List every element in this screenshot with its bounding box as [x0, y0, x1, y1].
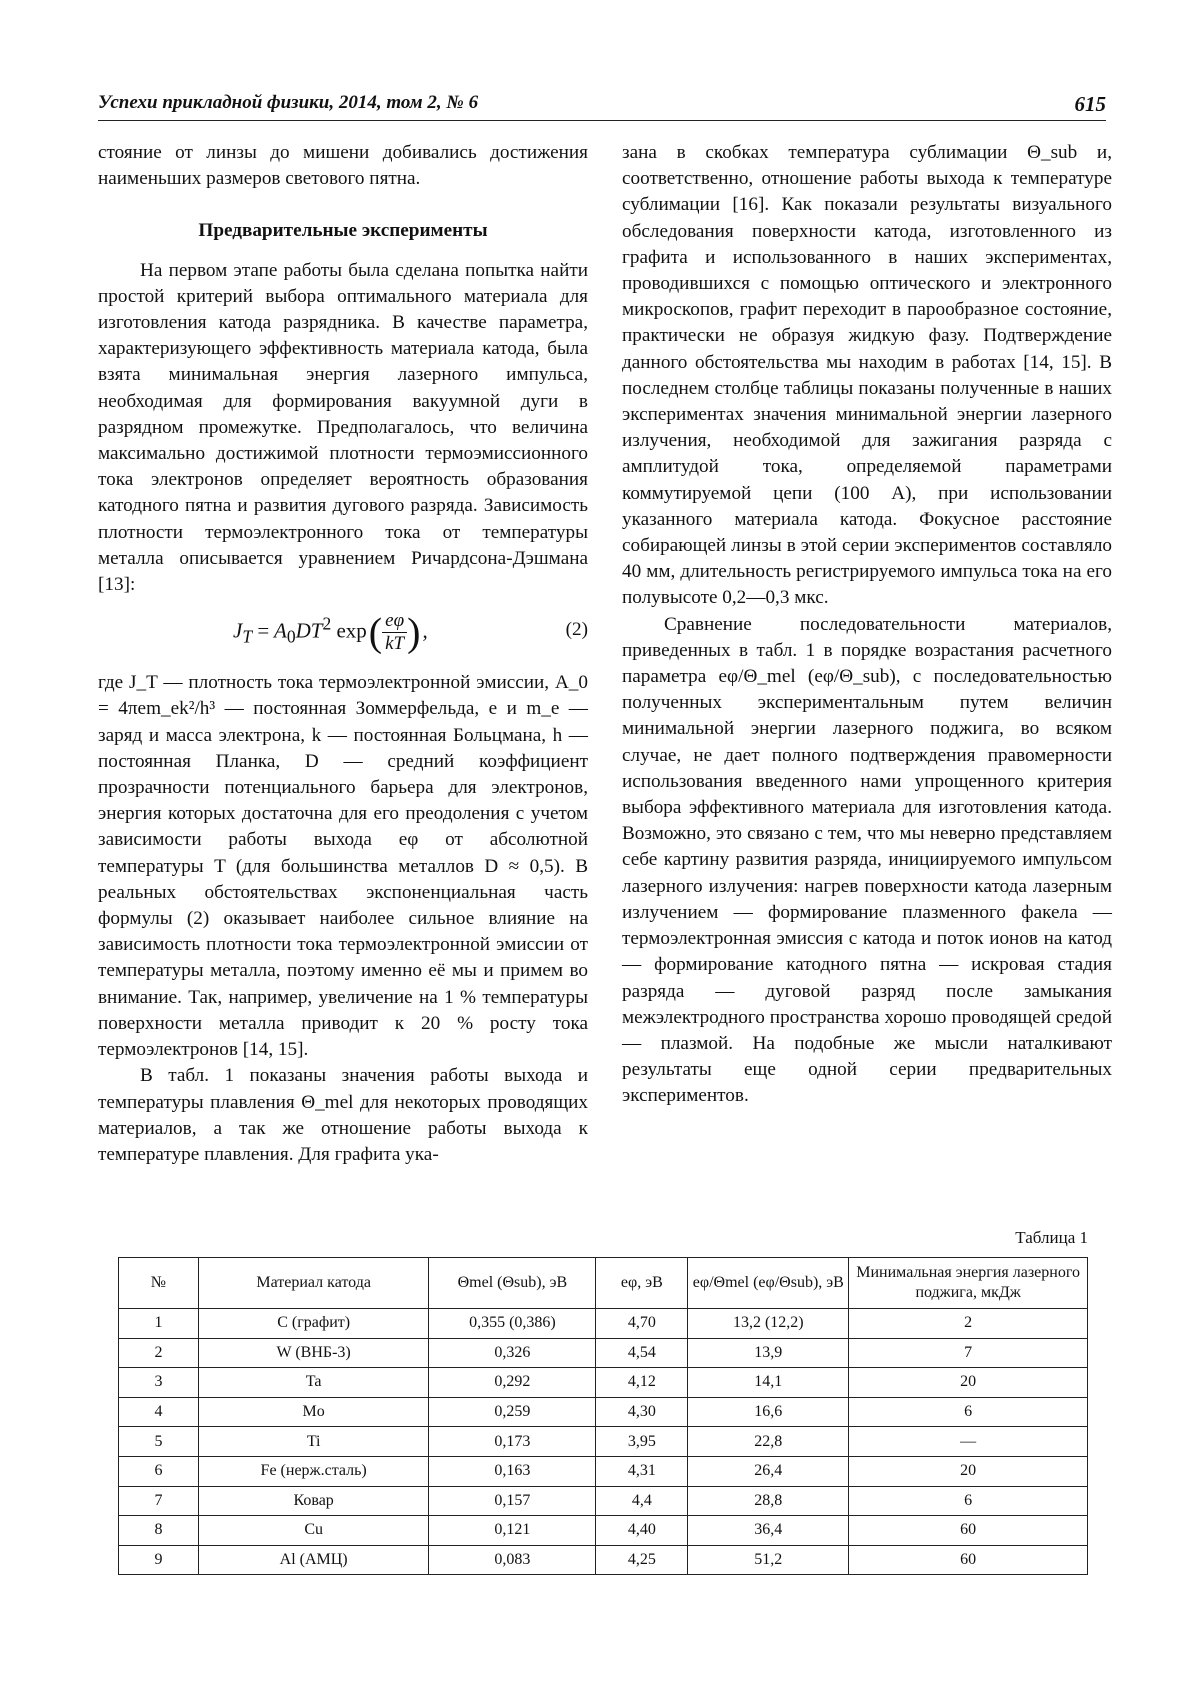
cell-material: С (графит) — [198, 1309, 429, 1339]
cell-ephi: 4,4 — [596, 1486, 688, 1516]
cell-ephi: 3,95 — [596, 1427, 688, 1457]
journal-title: Успехи прикладной физики, 2014, том 2, № 6 — [98, 92, 479, 113]
section-heading: Предварительные эксперименты — [198, 220, 488, 242]
cell-no: 8 — [119, 1516, 199, 1546]
richardson-formula — [233, 610, 428, 655]
cell-energy: 7 — [849, 1338, 1088, 1368]
cell-material: Al (АМЦ) — [198, 1545, 429, 1575]
cell-energy: 60 — [849, 1516, 1088, 1546]
header-theta: Θmel (Θsub), эВ — [429, 1258, 596, 1309]
cell-theta: 0,121 — [429, 1516, 596, 1546]
cell-energy: 60 — [849, 1545, 1088, 1575]
table-row — [119, 1368, 1088, 1398]
paragraph-5: Сравнение последовательности материалов, приведенных в табл. 1 в порядке возрастания расчетного параметра eφ/Θ_mel (eφ/Θ_sub), с последовательностью полученных экспериментальным путем величин минимальной энергии лазерного поджига, во всяком случае, не дает полного подтверждения правомерности использования введенного нами упрощенного критерия выбора эффективного материала для изготовления катода. Возможно, это связано с тем, что мы неверно представляем себе картину развития разряда, инициируемого импульсом лазерного излучения: нагрев поверхности катода лазерным излучением — формирование плазменного факела — термоэлектронная эмиссия с катода и поток ионов на катод — формирование катодного пятна — искровая стадия разряда — дуговой разряд после замыкания межэлектродного пространства хорошо проводящей средой — плазмой. На подобные же мысли наталкивают результаты еще одной серии предварительных экспериментов. — [622, 613, 1112, 1107]
table-row — [119, 1309, 1088, 1339]
table-row — [119, 1545, 1088, 1575]
eq-sup: 2 — [322, 613, 332, 634]
cell-no: 7 — [119, 1486, 199, 1516]
materials-table — [118, 1257, 1088, 1575]
left-column — [98, 140, 588, 1168]
cell-theta: 0,259 — [429, 1397, 596, 1427]
cell-ratio: 28,8 — [688, 1486, 849, 1516]
cell-no: 6 — [119, 1456, 199, 1486]
cell-no: 3 — [119, 1368, 199, 1398]
running-head — [98, 92, 1106, 118]
header-no: № — [119, 1258, 199, 1309]
cell-material: W (ВНБ-3) — [198, 1338, 429, 1368]
eq-func: exp — [336, 618, 367, 643]
header-ephi: eφ, эВ — [596, 1258, 688, 1309]
table-row — [119, 1397, 1088, 1427]
header-energy: Минимальная энергия лазерного поджига, мкДж — [849, 1258, 1088, 1309]
paragraph-1: На первом этапе работы была сделана попытка найти простой критерий выбора оптимального материала для изготовления катода разрядника. В качестве параметра, характеризующего эффективность материала катода, была взята минимальная энергия лазерного импульса, необходимая для формирования вакуумной дуги в разрядном промежутке. Предполагалось, что величина максимально достижимой плотности термоэмиссионного тока электронов определяет вероятность образования катодного пятна и развития дугового разряда. Зависимость плотности термоэлектронного тока от температуры металла описывается уравнением Ричардсона-Дэшмана [13]: — [98, 259, 588, 596]
eq-fraction: ( $\frac{e\varphi}{kT}$ ) — [368, 609, 421, 655]
cell-energy: 6 — [849, 1486, 1088, 1516]
eq-trail: , — [422, 618, 428, 643]
paragraph-2: где J_T — плотность тока термоэлектронной эмиссии, A_0 = 4πem_ek²/h³ — постоянная Зоммерфельда, e и m_e — заряд и масса электрона, k — постоянная Больцмана, h — постоянная Планка, D — средний коэффициент прозрачности потенциального барьера для электронов, энергия которых достаточна для его преодоления с учетом зависимости работы выхода eφ от абсолютной температуры T (для большинства металлов D ≈ 0,5). В реальных обстоятельствах экспоненциальная часть формулы (2) оказывает наиболее сильное влияние на зависимость плотности тока термоэлектронной эмиссии от температуры металла, поэтому именно её мы и примем во внимание. Так, например, увеличение на 1 % температуры поверхности металла приводит к 20 % росту тока термоэлектронов [14, 15]. — [98, 672, 588, 1061]
cell-material: Mo — [198, 1397, 429, 1427]
eq-lhs: J — [233, 618, 243, 643]
cell-ephi: 4,12 — [596, 1368, 688, 1398]
paragraph-4: зана в скобках температура сублимации Θ_sub и, соответственно, отношение работы выхода к температуре сублимации [16]. Как показали результаты визуального обследования поверхности катода, изготовленного из графита и использованного в наших экспериментах, проводившихся с помощью оптического и электронного микроскопов, графит переходит в парообразное состояние, практически не образуя жидкую фазу. Подтверждение данного обстоятельства мы находим в работах [14, 15]. В последнем столбце таблицы показаны полученные в наших экспериментах значения минимальной энергии лазерного излучения, необходимой для зажигания разряда с амплитудой тока, определяемой параметрами коммутируемой цепи (100 А), при использовании указанного материала катода. Фокусное расстояние собирающей линзы в этой серии экспериментов составляло 40 мм, длительность регистрируемого импульса тока на его полувысоте 0,2—0,3 мкс. — [622, 142, 1112, 609]
equation-2 — [98, 602, 588, 664]
page-number: 615 — [1074, 92, 1106, 116]
cell-ratio: 22,8 — [688, 1427, 849, 1457]
cell-theta: 0,326 — [429, 1338, 596, 1368]
cell-ephi: 4,30 — [596, 1397, 688, 1427]
table-row — [119, 1516, 1088, 1546]
cell-energy: 2 — [849, 1309, 1088, 1339]
cell-material: Cu — [198, 1516, 429, 1546]
cell-ephi: 4,70 — [596, 1309, 688, 1339]
cell-theta: 0,292 — [429, 1368, 596, 1398]
cell-theta: 0,163 — [429, 1456, 596, 1486]
cell-theta: 0,157 — [429, 1486, 596, 1516]
cell-energy: — — [849, 1427, 1088, 1457]
table-row — [119, 1456, 1088, 1486]
eq-coef-sub: 0 — [286, 626, 296, 647]
cell-theta: 0,173 — [429, 1427, 596, 1457]
cell-ratio: 36,4 — [688, 1516, 849, 1546]
intro-paragraph: стояние от линзы до мишени добивались достижения наименьших размеров светового пятна. — [98, 142, 588, 190]
cell-no: 9 — [119, 1545, 199, 1575]
cell-energy: 20 — [849, 1368, 1088, 1398]
cell-ratio: 26,4 — [688, 1456, 849, 1486]
equation-number: (2) — [565, 619, 588, 641]
eq-equals: = — [257, 618, 270, 643]
eq-numerator: eφ — [382, 610, 407, 633]
paragraph-3: В табл. 1 показаны значения работы выхода и температуры плавления Θ_mel для некоторых проводящих материалов, а так же отношение работы выхода к температуре плавления. Для графита ука- — [98, 1065, 588, 1165]
cell-material: Ковар — [198, 1486, 429, 1516]
cell-energy: 20 — [849, 1456, 1088, 1486]
eq-lhs-sub: T — [242, 626, 253, 647]
cell-ratio: 16,6 — [688, 1397, 849, 1427]
cell-no: 5 — [119, 1427, 199, 1457]
cell-material: Ti — [198, 1427, 429, 1457]
table-caption: Таблица 1 — [1015, 1228, 1088, 1247]
cell-energy: 6 — [849, 1397, 1088, 1427]
eq-coef: A — [274, 618, 287, 643]
header-ratio: eφ/Θmel (eφ/Θsub), эВ — [688, 1258, 849, 1309]
table-header-row — [119, 1258, 1088, 1309]
header-rule — [98, 120, 1106, 121]
cell-no: 1 — [119, 1309, 199, 1339]
cell-ratio: 14,1 — [688, 1368, 849, 1398]
eq-denominator: kT — [385, 633, 405, 655]
cell-ratio: 13,9 — [688, 1338, 849, 1368]
cell-ephi: 4,31 — [596, 1456, 688, 1486]
eq-body: DT — [295, 618, 323, 643]
cell-ephi: 4,40 — [596, 1516, 688, 1546]
cell-no: 2 — [119, 1338, 199, 1368]
cell-ratio: 13,2 (12,2) — [688, 1309, 849, 1339]
right-column — [622, 140, 1112, 1110]
cell-no: 4 — [119, 1397, 199, 1427]
table-row — [119, 1427, 1088, 1457]
cell-ratio: 51,2 — [688, 1545, 849, 1575]
cell-ephi: 4,54 — [596, 1338, 688, 1368]
table-row — [119, 1338, 1088, 1368]
cell-material: Ta — [198, 1368, 429, 1398]
cell-theta: 0,355 (0,386) — [429, 1309, 596, 1339]
cell-material: Fe (нерж.сталь) — [198, 1456, 429, 1486]
header-material: Материал катода — [198, 1258, 429, 1309]
table-row — [119, 1486, 1088, 1516]
cell-ephi: 4,25 — [596, 1545, 688, 1575]
cell-theta: 0,083 — [429, 1545, 596, 1575]
